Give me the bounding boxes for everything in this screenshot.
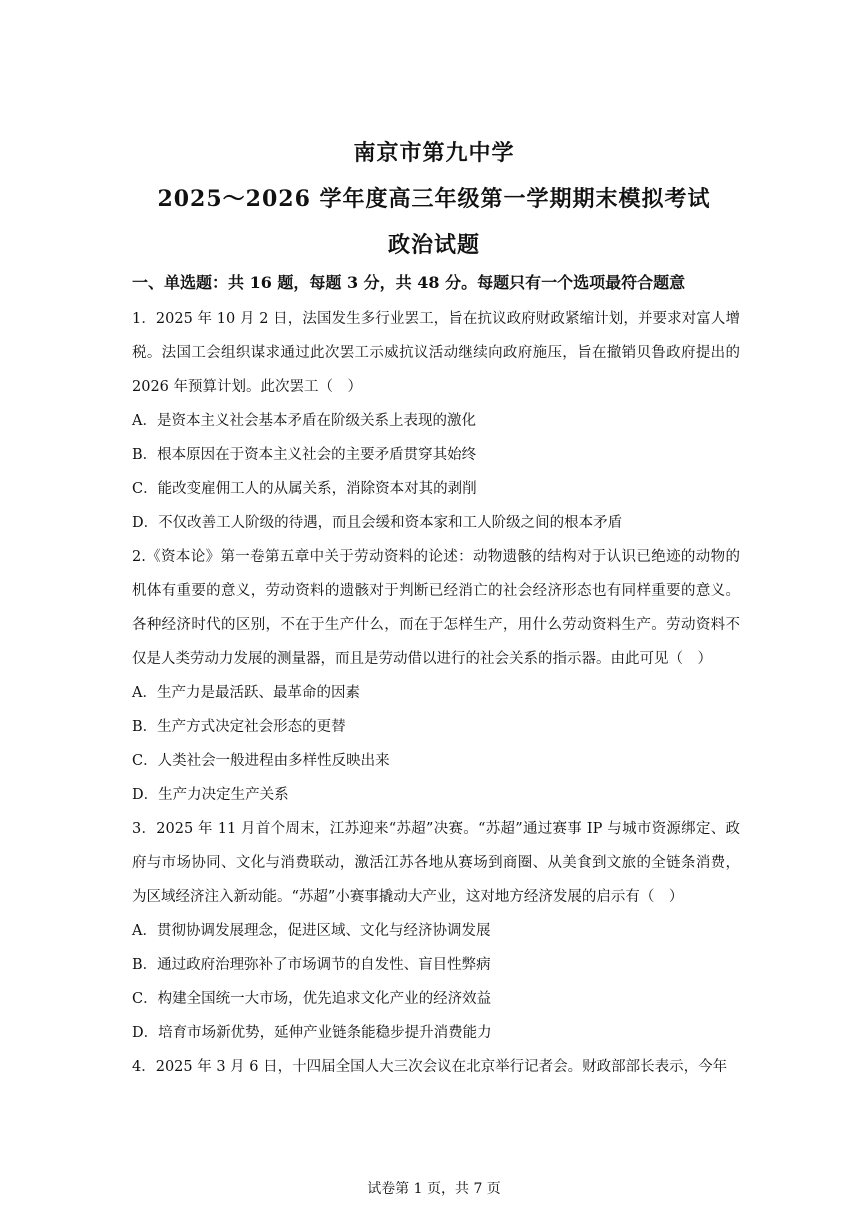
question-1-option-a: A．是资本主义社会基本矛盾在阶级关系上表现的激化 bbox=[132, 413, 476, 429]
section-heading: 一、单选题：共 16 题，每题 3 分，共 48 分。每题只有一个选项最符合题意 bbox=[132, 273, 686, 292]
question-1-option-d: D．不仅改善工人阶级的待遇，而且会缓和资本家和工人阶级之间的根本矛盾 bbox=[132, 515, 623, 531]
question-1-option-b: B．根本原因在于资本主义社会的主要矛盾贯穿其始终 bbox=[132, 447, 477, 463]
question-2-option-c: C．人类社会一般进程由多样性反映出来 bbox=[132, 753, 390, 769]
question-2-stem: 2.《资本论》第一卷第五章中关于劳动资料的论述：动物遗骸的结构对于认识已绝迹的动物的机体有重要的意义，劳动资料的遗骸对于判断已经消亡的社会经济形态也有同样重要的意义。各种经济时代的区别，不在于生产什么，而在于怎样生产，用什么劳动资料生产。劳动资料不仅是人类劳动力发展的测量器，而且是劳动借以进行的社会关系的指示器。由此可见（ ） bbox=[132, 549, 740, 667]
question-1-stem: 1．2025 年 10 月 2 日，法国发生多行业罢工，旨在抗议政府财政紧缩计划，并要求对富人增税。法国工会组织谋求通过此次罢工示威抗议活动继续向政府施压，旨在撤销贝鲁政府提出的 2026 年预算计划。此次罢工（ ） bbox=[132, 311, 740, 395]
question-4-stem: 4．2025 年 3 月 6 日，十四届全国人大三次会议在北京举行记者会。财政部部长表示，今年 bbox=[132, 1059, 728, 1075]
question-1-option-c: C．能改变雇佣工人的从属关系，消除资本对其的剥削 bbox=[132, 481, 477, 497]
questions-area bbox=[132, 302, 740, 1084]
question-2-option-b: B．生产方式决定社会形态的更替 bbox=[132, 719, 346, 735]
subject-title: 政治试题 bbox=[387, 232, 480, 258]
question-3-option-b: B．通过政府治理弥补了市场调节的自发性、盲目性弊病 bbox=[132, 957, 491, 973]
title-block bbox=[0, 136, 868, 274]
question-3-option-c: C．构建全国统一大市场，优先追求文化产业的经济效益 bbox=[132, 991, 492, 1007]
question-3-stem: 3．2025 年 11 月首个周末，江苏迎来“苏超”决赛。“苏超”通过赛事 IP 与城市资源绑定、政府与市场协同、文化与消费联动，激活江苏各地从赛场到商圈、从美食到文旅的全链条消费，为区域经济注入新动能。“苏超”小赛事撬动大产业，这对地方经济发展的启示有（ ） bbox=[132, 821, 740, 905]
question-2-option-d: D．生产力决定生产关系 bbox=[132, 787, 289, 803]
question-3-option-a: A．贯彻协调发展理念，促进区域、文化与经济协调发展 bbox=[132, 923, 491, 939]
school-name: 南京市第九中学 bbox=[353, 140, 515, 166]
question-3-option-d: D．培育市场新优势，延伸产业链条能稳步提升消费能力 bbox=[132, 1025, 492, 1041]
question-2-option-a: A．生产力是最活跃、最革命的因素 bbox=[132, 685, 360, 701]
exam-title: 2025～2026 学年度高三年级第一学期期末模拟考试 bbox=[157, 186, 711, 212]
page-footer: 试卷第 1 页，共 7 页 bbox=[367, 1181, 501, 1197]
